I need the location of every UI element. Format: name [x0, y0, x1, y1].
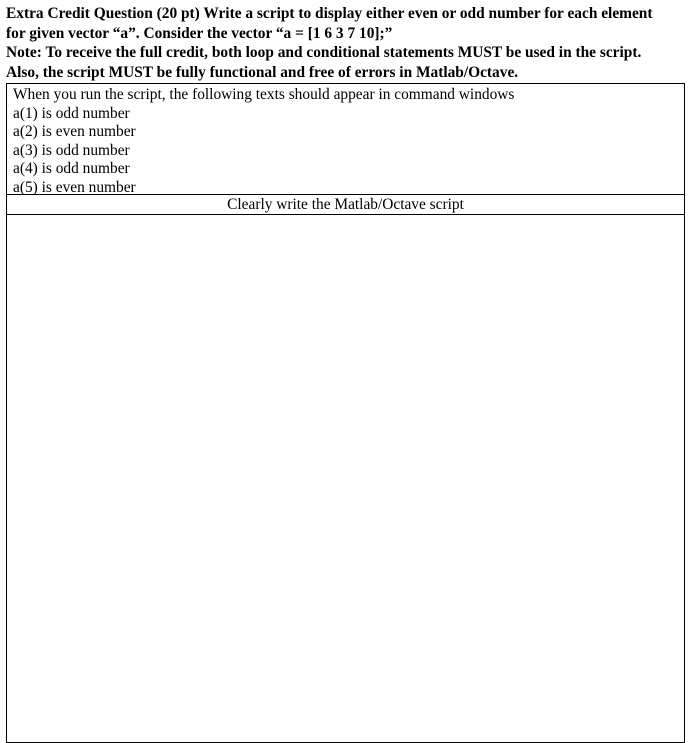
expected-output-line: a(5) is even number — [13, 178, 136, 196]
expected-output-line: a(2) is even number — [13, 123, 136, 140]
expected-output-line: a(1) is odd number — [13, 104, 130, 122]
expected-output-cell — [7, 84, 684, 195]
expected-output-line: a(4) is odd number — [13, 160, 130, 177]
question-line-3: Note: To receive the full credit, both loop and conditional statements MUST be used in the script. — [6, 44, 642, 61]
script-area-header: Clearly write the Matlab/Octave script — [7, 195, 684, 215]
expected-output-line: a(3) is odd number — [13, 141, 130, 159]
question-line-1: Extra Credit Question (20 pt) Write a script to display either even or odd number for each element — [6, 5, 653, 22]
question-text — [6, 4, 692, 82]
question-line-4: Also, the script MUST be fully functional and free of errors in Matlab/Octave. — [6, 63, 519, 81]
answer-table — [6, 83, 685, 743]
expected-output-intro: When you run the script, the following texts should appear in command windows — [13, 86, 515, 103]
question-line-2: for given vector “a”. Consider the vector “a = [1 6 3 7 10];” — [6, 24, 393, 42]
script-answer-area[interactable] — [7, 215, 684, 742]
